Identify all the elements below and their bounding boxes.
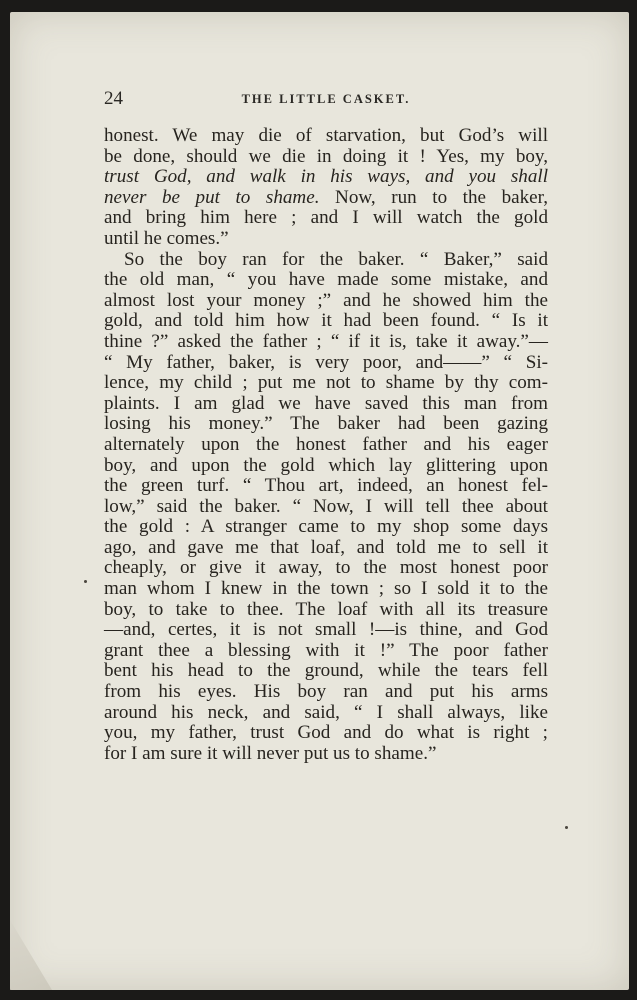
text-line: low,” said the baker. “ Now, I will tell thee about xyxy=(104,495,548,517)
text-line: plaints. I am glad we have saved this man from xyxy=(104,392,548,414)
text-line: for I am sure it will never put us to shame.” xyxy=(104,742,437,764)
emphasis: never be put to shame. xyxy=(104,186,320,208)
text-line: from his eyes. His boy ran and put his arms xyxy=(104,681,548,703)
text-line: trust God, and walk in his ways, and you shall xyxy=(104,166,548,188)
text-line: man whom I knew in the town ; so I sold it to the xyxy=(104,578,548,600)
text-line: losing his money.” The baker had been gazing xyxy=(104,413,548,435)
text-line: almost lost your money ;” and he showed him the xyxy=(104,289,548,311)
text-line: the old man, “ you have made some mistake, and xyxy=(104,269,548,291)
running-title: THE LITTLE CASKET. xyxy=(241,92,411,106)
text-line: cheaply, or give it away, to the most honest poor xyxy=(104,557,548,579)
text-line: the gold : A stranger came to my shop some days xyxy=(104,516,548,538)
text-line: grant thee a blessing with it !” The poor father xyxy=(104,639,548,661)
text-line: “ My father, baker, is very poor, and——” “ Si- xyxy=(104,351,548,373)
ink-speck xyxy=(565,826,568,829)
page-header xyxy=(104,88,548,112)
text-line: So the boy ran for the baker. “ Baker,” said xyxy=(124,248,548,270)
text-line: ago, and gave me that loaf, and told me to sell it xyxy=(104,536,548,558)
text-line: boy, and upon the gold which lay glittering upon xyxy=(104,454,548,476)
body-text xyxy=(104,126,548,764)
text-line: bent his head to the ground, while the tears fell xyxy=(104,660,548,682)
text-line: the green turf. “ Thou art, indeed, an honest fel- xyxy=(104,475,548,497)
text-line: you, my father, trust God and do what is right ; xyxy=(104,722,548,744)
text-line: gold, and told him how it had been found. “ Is it xyxy=(104,310,548,332)
text-line: alternately upon the honest father and his eager xyxy=(104,433,548,455)
text-line: around his neck, and said, “ I shall always, like xyxy=(104,701,548,723)
text-line: boy, to take to thee. The loaf with all its treasure xyxy=(104,598,548,620)
page-number: 24 xyxy=(104,88,123,109)
text-line: be done, should we die in doing it ! Yes, my boy, xyxy=(104,145,548,167)
text-line: —and, certes, it is not small !—is thine, and God xyxy=(104,619,548,641)
ink-speck xyxy=(84,580,87,583)
text-line: and bring him here ; and I will watch the gold xyxy=(104,207,548,229)
text-line: honest. We may die of starvation, but God’s will xyxy=(104,125,548,146)
text-line: lence, my child ; put me not to shame by thy com- xyxy=(104,372,548,394)
text-line: until he comes.” xyxy=(104,227,229,249)
text-fragment: Now, run to the baker, xyxy=(319,186,548,208)
text-line: thine ?” asked the father ; “ if it is, take it away.”— xyxy=(104,330,548,352)
text-line xyxy=(104,188,548,209)
